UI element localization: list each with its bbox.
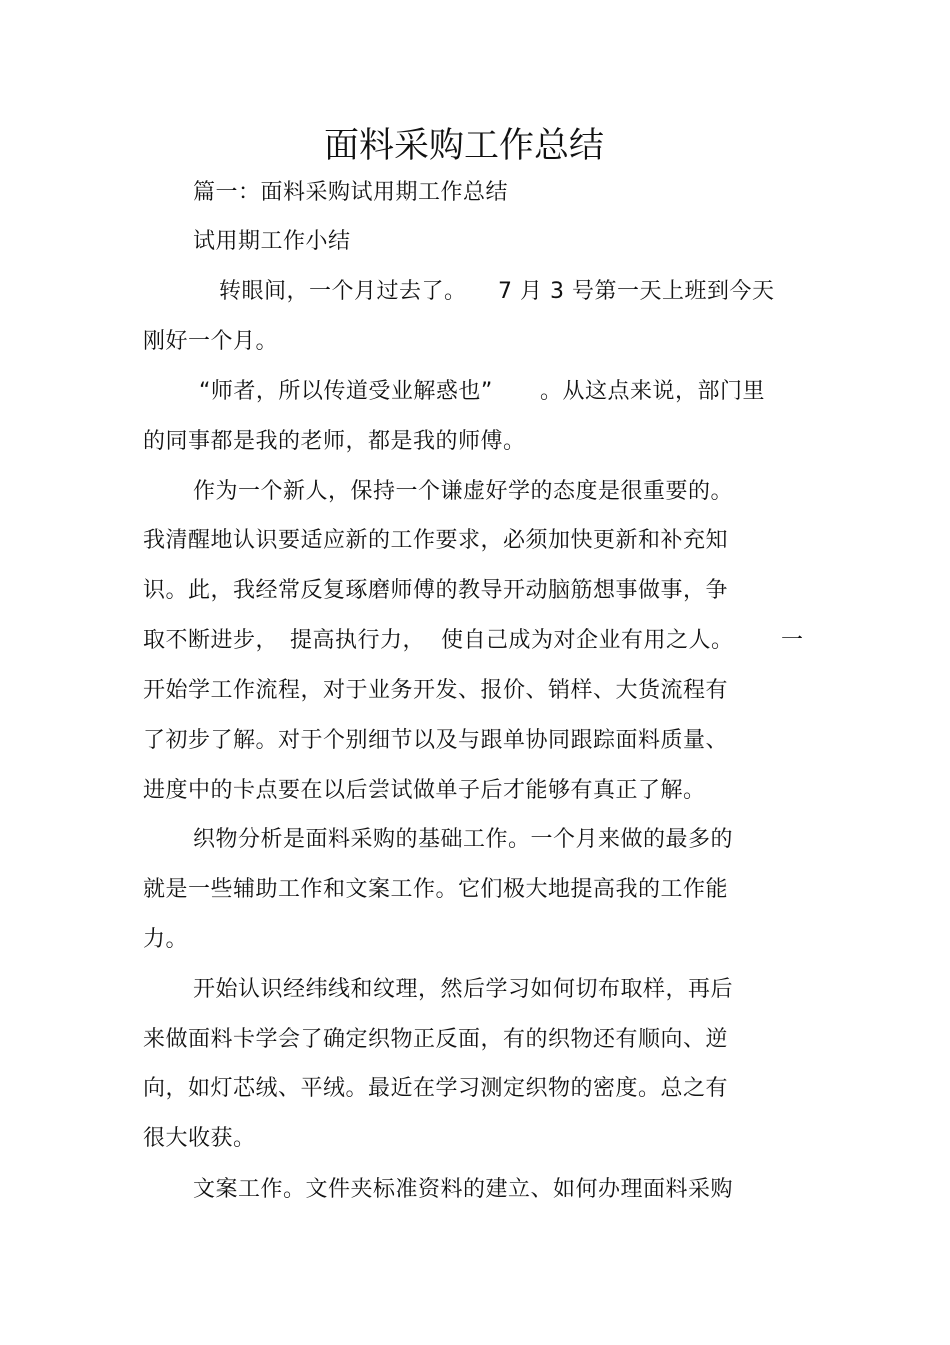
paragraph-3-line-4a: 取不断进步， — [143, 628, 279, 653]
paragraph-2-line-1b: 。从这点来说，部门里 — [540, 379, 766, 404]
paragraph-1-line-1b: 7 月 3 号第一天上班到今天 — [498, 279, 775, 304]
paragraph-3-line-4d: 一 — [781, 628, 804, 653]
paragraph-6-line-1: 文案工作。文件夹标准资料的建立、如何办理面料采购 — [193, 1177, 734, 1202]
paragraph-4-line-1: 织物分析是面料采购的基础工作。一个月来做的最多的 — [193, 827, 734, 852]
paragraph-1-line-1a: 转眼间，一个月过去了。 — [219, 279, 467, 304]
paragraph-2-line-1a: “师者，所以传道受业解惑也” — [199, 379, 493, 404]
paragraph-4-line-2: 就是一些辅助工作和文案工作。它们极大地提高我的工作能 — [143, 877, 729, 902]
paragraph-3-line-4c: 使自己成为对企业有用之人。 — [441, 628, 734, 653]
paragraph-3-line-5: 开始学工作流程，对于业务开发、报价、销样、大货流程有 — [143, 678, 729, 703]
paragraph-3-line-4b: 提高执行力， — [290, 628, 426, 653]
paragraph-5-line-2: 来做面料卡学会了确定织物正反面，有的织物还有顺向、逆 — [143, 1027, 729, 1052]
paragraph-5-line-3: 向，如灯芯绒、平绒。最近在学习测定织物的密度。总之有 — [143, 1076, 729, 1101]
paragraph-2-line-2: 的同事都是我的老师，都是我的师傅。 — [143, 429, 526, 454]
section-heading: 试用期工作小结 — [193, 229, 351, 254]
paragraph-1-line-2: 刚好一个月。 — [143, 329, 279, 354]
document-title: 面料采购工作总结 — [323, 126, 604, 166]
chapter-heading: 篇一：面料采购试用期工作总结 — [193, 180, 509, 205]
paragraph-4-line-3: 力。 — [143, 927, 189, 952]
paragraph-3-line-3: 识。此，我经常反复琢磨师傅的教导开动脑筋想事做事，争 — [143, 578, 729, 603]
paragraph-3-line-7: 进度中的卡点要在以后尝试做单子后才能够有真正了解。 — [143, 778, 706, 803]
paragraph-5-line-4: 很大收获。 — [143, 1126, 256, 1151]
paragraph-3-line-1: 作为一个新人，保持一个谦虚好学的态度是很重要的。 — [193, 479, 734, 504]
paragraph-3-line-2: 我清醒地认识要适应新的工作要求，必须加快更新和补充知 — [143, 528, 729, 553]
paragraph-5-line-1: 开始认识经纬线和纹理，然后学习如何切布取样，再后 — [193, 977, 734, 1002]
paragraph-3-line-6: 了初步了解。对于个别细节以及与跟单协同跟踪面料质量、 — [143, 728, 729, 753]
